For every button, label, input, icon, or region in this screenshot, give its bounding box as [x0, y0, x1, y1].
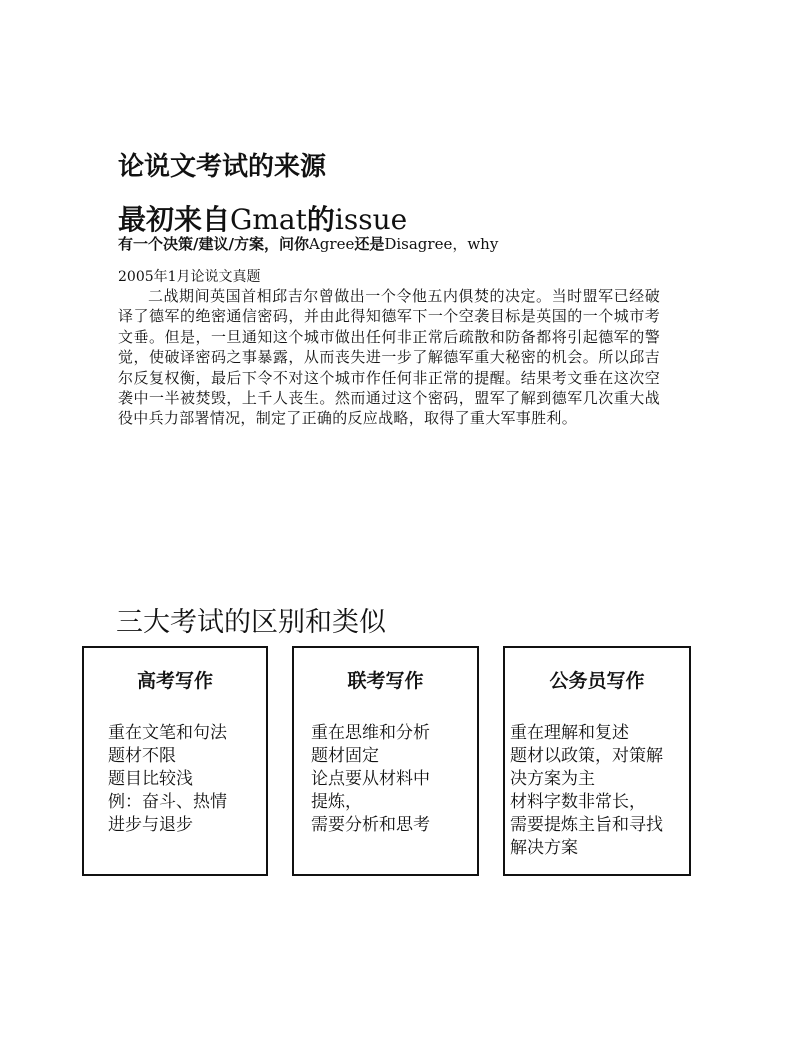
card-line: 重在文笔和句法 [108, 723, 227, 743]
card-line: 例：奋斗、热情 [108, 792, 227, 812]
issue-question [118, 233, 498, 254]
heading-origin-issue: issue [334, 203, 408, 236]
card-line: 需要提炼主旨和寻找 [510, 815, 663, 835]
card-line: 题材固定 [311, 746, 379, 766]
question-part1: 有一个决策/建议/方案，问你 [118, 235, 309, 253]
card-line: 题材以政策，对策解 [510, 746, 663, 766]
card-joint-exam-writing [292, 646, 479, 876]
exam-title: 2005年1月论说文真题 [118, 269, 261, 285]
card-description [311, 722, 471, 837]
card-line: 提炼， [311, 792, 362, 812]
card-gaokao-writing [82, 646, 268, 876]
card-description [510, 722, 685, 860]
heading-origin-de: 的 [306, 203, 335, 236]
card-line: 重在思维和分析 [311, 723, 430, 743]
card-civil-service-writing [503, 646, 691, 876]
card-line: 论点要从材料中 [311, 769, 430, 789]
question-part4: Disagree，why [384, 235, 499, 253]
card-title: 高考写作 [136, 670, 213, 692]
question-part2: Agree [308, 235, 355, 253]
heading-comparison: 三大考试的区别和类似 [116, 607, 386, 638]
card-line: 重在理解和复述 [510, 723, 629, 743]
card-description [108, 722, 260, 837]
heading-origin-cn: 最初来自 [118, 203, 231, 236]
heading-origin-gmat: Gmat [230, 203, 307, 236]
heading-gmat-origin [118, 198, 407, 238]
heading-essay-origin: 论说文考试的来源 [118, 152, 327, 182]
exam-passage: 二战期间英国首相邱吉尔曾做出一个令他五内俱焚的决定。当时盟军已经破译了德军的绝密通信密码，并由此得知德军下一个空袭目标是英国的一个城市考文垂。但是，一旦通知这个城市做出任何非正常后疏散和防备都将引起德军的警觉，使破译密码之事暴露，从而丧失进一步了解德军重大秘密的机会。所以邱吉尔反复权衡，最后下令不对这个城市作任何非正常的提醒。结果考文垂在这次空袭中一半被焚毁，上千人丧生。然而通过这个密码，盟军了解到德军几次重大战役中兵力部署情况，制定了正确的反应战略，取得了重大军事胜利。 [118, 287, 660, 428]
card-line: 题材不限 [108, 746, 176, 766]
card-line: 决方案为主 [510, 769, 595, 789]
card-title: 公务员写作 [549, 670, 645, 692]
question-part3: 还是 [354, 235, 385, 253]
card-line: 解决方案 [510, 838, 578, 858]
card-line: 题目比较浅 [108, 769, 193, 789]
card-title: 联考写作 [347, 670, 424, 692]
card-line: 材料字数非常长， [510, 792, 646, 812]
card-line: 需要分析和思考 [311, 815, 430, 835]
card-line: 进步与退步 [108, 815, 193, 835]
